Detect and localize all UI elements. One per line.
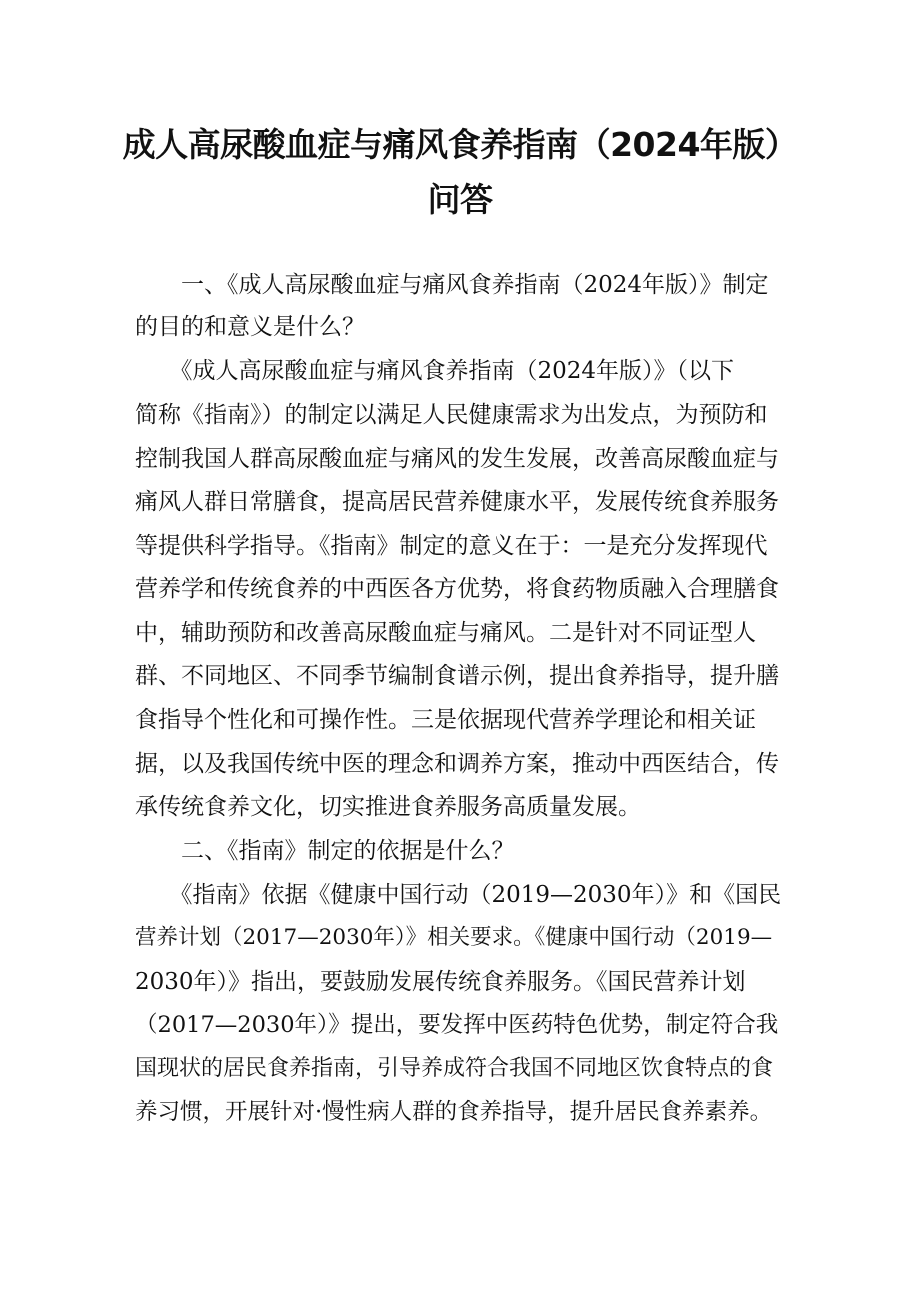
body-line: 据，以及我国传统中医的理念和调养方案，推动中西医结合，传	[135, 751, 779, 777]
body-line: 养习惯，开展针对·慢性病人群的食养指导，提升居民食养素养。	[135, 1099, 773, 1125]
body-line: 营养学和传统食养的中西医各方优势，将食药物质融入合理膳食	[135, 576, 779, 602]
section-heading-purpose: 一、《成人高尿酸血症与痛风食养指南（2024年版）》制定	[135, 272, 769, 298]
section-heading-purpose-continued: 的目的和意义是什么？	[135, 314, 365, 340]
body-line: 承传统食养文化，切实推进食养服务高质量发展。	[135, 794, 641, 820]
section-heading-basis: 二、《指南》制定的依据是什么？	[135, 838, 515, 864]
document-title: 成人高尿酸血症与痛风食养指南（2024年版）	[122, 125, 798, 164]
body-line: 中，辅助预防和改善高尿酸血症与痛风。二是针对不同证型人	[135, 620, 756, 646]
body-line: 营养计划（2017—2030年）》相关要求。《健康中国行动（2019—	[135, 925, 773, 950]
body-line: 等提供科学指导。《指南》制定的意义在于：一是充分发挥现代	[135, 533, 768, 559]
body-line: 痛风人群日常膳食，提高居民营养健康水平，发展传统食养服务	[135, 489, 779, 515]
body-line: 《成人高尿酸血症与痛风食养指南（2024年版）》（以下	[135, 358, 735, 384]
body-line: 群、不同地区、不同季节编制食谱示例，提出食养指导，提升膳	[135, 663, 779, 689]
body-line: （2017—2030年）》提出，要发挥中医药特色优势，制定符合我	[135, 1012, 779, 1038]
body-line: 国现状的居民食养指南，引导养成符合我国不同地区饮食特点的食	[135, 1056, 774, 1081]
body-line: 简称《指南》）的制定以满足人民健康需求为出发点，为预防和	[135, 402, 768, 428]
body-line: 控制我国人群高尿酸血症与痛风的发生发展，改善高尿酸血症与	[135, 446, 779, 472]
body-line: 2030年）》指出，要鼓励发展传统食养服务。《国民营养计划	[135, 969, 746, 995]
document-title-continued: 问答	[427, 180, 493, 219]
body-line: 《指南》依据《健康中国行动（2019—2030年）》和《国民	[135, 882, 782, 908]
body-line: 食指导个性化和可操作性。三是依据现代营养学理论和相关证	[135, 707, 756, 733]
